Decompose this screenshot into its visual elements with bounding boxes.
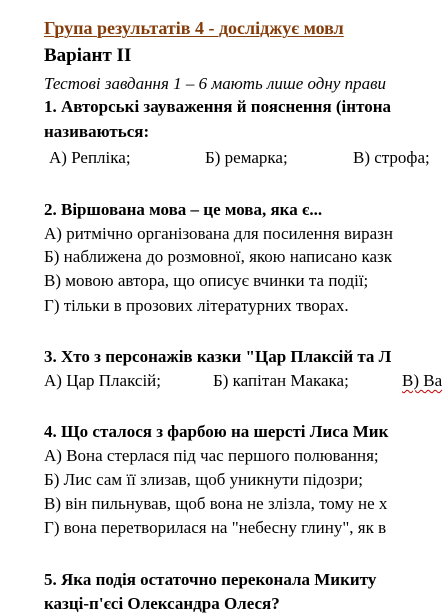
q4-option-a: А) Вона стерлася під час першого полювання; [44, 446, 379, 465]
q1-option-c: В) строфа; [353, 148, 430, 167]
q5-text-line2: казці-п'єсі Олександра Олеся? [44, 594, 280, 613]
q4-option-c: В) він пильнував, щоб вона не злізла, тому не х [44, 494, 388, 513]
q3-option-c: В) Ва [402, 371, 443, 390]
q3-options [0, 371, 447, 391]
q3-option-a: А) Цар Плаксій; [44, 371, 161, 390]
q4-option-b: Б) Лис сам її злизав, щоб уникнути підозри; [44, 470, 364, 489]
variant-title: Варіант ІІ [44, 45, 132, 66]
q5-text-line1: 5. Яка подія остаточно переконала Микиту [44, 570, 377, 589]
q3-text: 3. Хто з персонажів казки "Цар Плаксій та Л [44, 347, 392, 366]
q2-option-c: В) мовою автора, що описує вчинки та події; [44, 271, 369, 290]
q1-option-b: Б) ремарка; [205, 148, 288, 167]
q4-text: 4. Що сталося з фарбою на шерсті Лиса Мик [44, 422, 389, 441]
q1-option-a: А) Репліка; [49, 148, 131, 167]
section-header: Група результатів 4 - досліджує мовл [44, 18, 344, 38]
instructions: Тестові завдання 1 – 6 мають лише одну прави [44, 74, 387, 93]
q1-text-line2: називаються: [44, 122, 150, 141]
q2-text: 2. Віршована мова – це мова, яка є... [44, 200, 323, 219]
q2-option-d: Г) тільки в прозових літературних творах. [44, 296, 349, 315]
q1-options [0, 148, 447, 168]
q2-option-b: Б) наближена до розмовної, якою написано казк [44, 247, 393, 266]
q1-text-line1: 1. Авторські зауваження й пояснення (інтона [44, 97, 391, 116]
q3-option-b: Б) капітан Макака; [213, 371, 349, 390]
q2-option-a: А) ритмічно організована для посилення виразн [44, 224, 393, 243]
q4-option-d: Г) вона перетворилася на "небесну глину", як в [44, 518, 387, 537]
